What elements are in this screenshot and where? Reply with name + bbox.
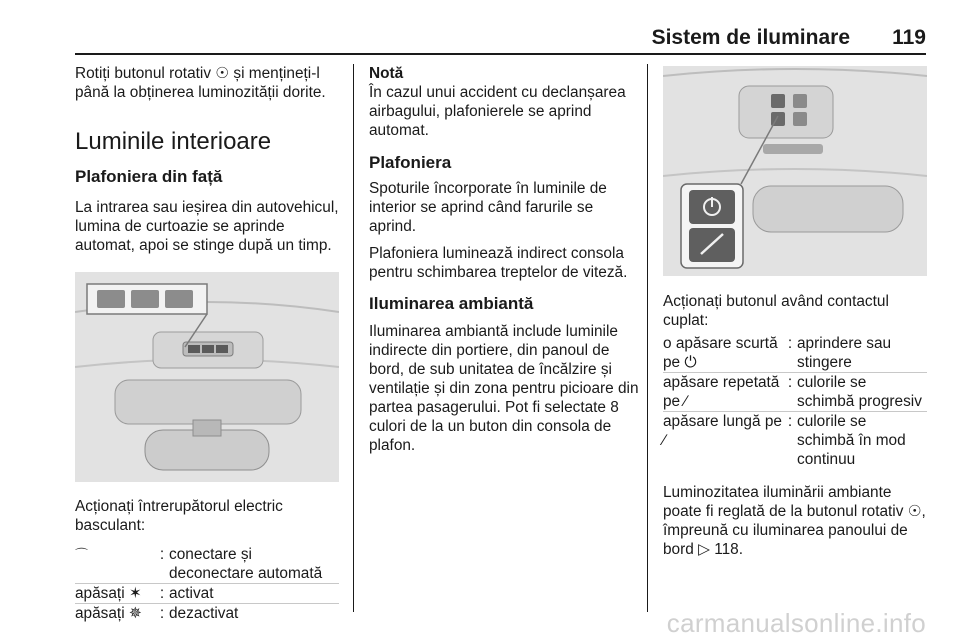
table-key: o apăsare scurtă pe ⏻: [663, 335, 778, 371]
ambient-button-illustration: [663, 66, 927, 276]
column-1: [75, 64, 339, 255]
note-text: În cazul unui accident cu declanșarea airbagului, plafonierele se aprind automat.: [369, 84, 626, 139]
table-row: apăsare repetată pe ∕ : culorile se schimbă progresiv: [663, 373, 927, 412]
table-row: ⌒ : conectare și deconectare automată: [75, 545, 339, 584]
table-key: apăsare repetată pe ∕: [663, 373, 783, 412]
table-value: activat: [169, 584, 339, 604]
table-value: culorile se schimbă progresiv: [797, 373, 927, 412]
column-divider-2: [647, 64, 648, 612]
plafoniera-p1: Spoturile încorporate în luminile de interior se aprind când farurile se aprind.: [369, 180, 607, 235]
table-key: apăsați ✵: [75, 604, 155, 624]
page-header: [75, 24, 926, 54]
column-3: [663, 292, 927, 559]
column-2: [369, 64, 639, 455]
column-1-lower: [75, 497, 339, 623]
ambient-table: [663, 334, 927, 469]
plafoniera-heading: Plafoniera: [369, 153, 452, 172]
ambient-heading: Iluminarea ambiantă: [369, 294, 534, 313]
table-key: apăsare lungă pe ∕: [663, 412, 783, 470]
door-icon: ⌒: [75, 548, 89, 563]
table-row: apăsați ✶ : activat: [75, 584, 339, 604]
intro-text: Rotiți butonul rotativ ☉ și mențineți-l până la obținerea luminozității dorite.: [75, 65, 326, 101]
ambient-caption: Acționați butonul având contactul cuplat:: [663, 293, 889, 329]
table-value: culorile se schimbă în mod continuu: [797, 412, 927, 470]
header-rule: [75, 53, 926, 55]
courtesy-light-paragraph: La intrarea sau ieșirea din autovehicul, lumina de curtoazie se aprinde automat, apoi se stinge după un timp.: [75, 199, 339, 254]
table-row: apăsare lungă pe ∕ : culorile se schimbă în mod continuu: [663, 412, 927, 470]
switch-table: [75, 545, 339, 623]
column-divider-1: [353, 64, 354, 612]
switch-caption: Acționați întrerupătorul electric basculant:: [75, 498, 283, 534]
chapter-title: Sistem de iluminare: [651, 26, 850, 49]
table-value: dezactivat: [169, 604, 339, 624]
table-value: aprindere sau stingere: [797, 335, 892, 371]
brightness-paragraph: Luminozitatea iluminării ambiante poate fi reglată de la butonul rotativ ☉, împreună cu iluminarea panoului de bord ▷ 118.: [663, 484, 926, 558]
plafoniera-p2: Plafoniera luminează indirect consola pentru schimbarea treptelor de viteză.: [369, 245, 628, 281]
ambient-button-figure: [663, 66, 927, 276]
subsection-title: Plafoniera din față: [75, 167, 223, 186]
courtesy-light-illustration: [75, 272, 339, 482]
section-title: Luminile interioare: [75, 128, 272, 155]
page-number: 119: [892, 26, 926, 49]
table-key: apăsați ✶: [75, 584, 155, 604]
note-title: Notă: [369, 65, 404, 82]
front-courtesy-light-figure: [75, 272, 339, 482]
table-value: conectare și deconectare automată: [169, 546, 323, 582]
table-row: o apăsare scurtă pe ⏻ : aprindere sau stingere: [663, 334, 927, 373]
table-row: apăsați ✵ : dezactivat: [75, 604, 339, 624]
watermark: carmanualsonline.info: [666, 608, 926, 638]
ambient-paragraph: Iluminarea ambiantă include luminile indirecte din portiere, din panoul de bord, de sub unitatea de încălzire și ventilație și din zona pentru picioare din partea pasagerului. Pot fi selectate 8 culori de la un buton din consola de plafon.: [369, 323, 639, 454]
